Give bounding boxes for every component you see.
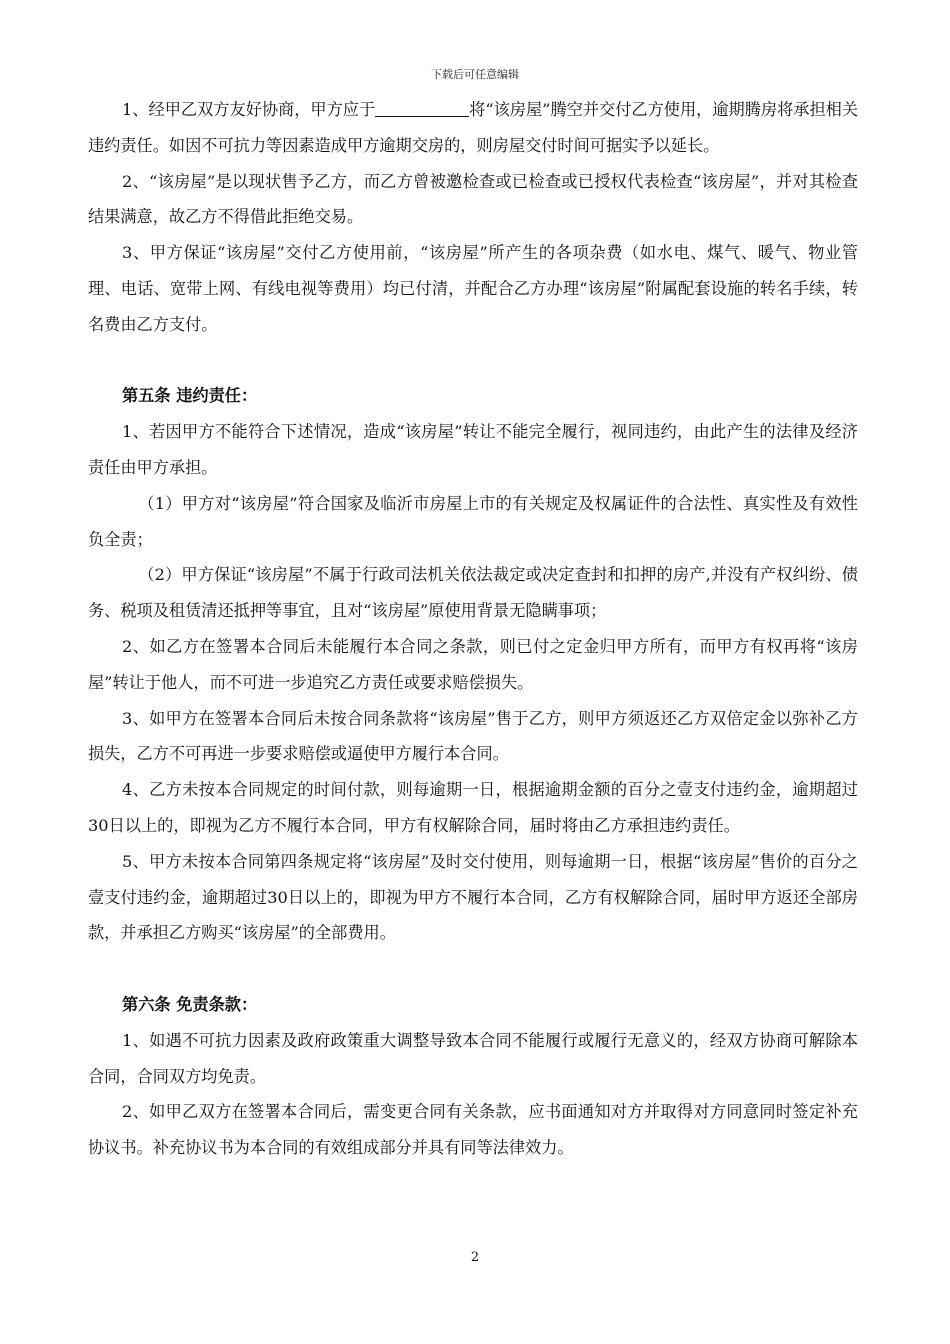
section-5-heading: 第五条 违约责任： <box>122 386 258 406</box>
section-spacer <box>88 343 858 379</box>
clause-4-item-1-text-b: 将“该房屋”腾空并交付乙方使用，逾期腾房将承担相关违约责任。如因不可抗力等因素造成甲方逾期交房的，则房屋交付时间可据实予以延长。 <box>88 100 859 155</box>
section-6-item-1: 1、如遇不可抗力因素及政府政策重大调整导致本合同不能履行或履行无意义的，经双方协商可解除本合同，合同双方均免责。 <box>88 1030 858 1086</box>
section-5-item-3: 3、如甲方在签署本合同后未按合同条款将“该房屋”售于乙方，则甲方须返还乙方双倍定金以弥补乙方损失，乙方不可再进一步要求赔偿或逼使甲方履行本合同。 <box>88 708 858 764</box>
section-6-item-2: 2、如甲乙双方在签署本合同后，需变更合同有关条款，应书面通知对方并取得对方同意同时签定补充协议书。补充协议书为本合同的有效组成部分并具有同等法律效力。 <box>88 1102 858 1158</box>
section-spacer <box>88 951 858 987</box>
clause-4-item-1-text-a: 1、经甲乙双方友好协商，甲方应于 <box>122 100 376 119</box>
page-header-note: 下载后可任意编辑 <box>431 68 519 81</box>
section-5-item-1-sub-2: （2）甲方保证“该房屋”不属于行政司法机关依法裁定或决定查封和扣押的房产,并没有产权纠纷、债务、税项及租赁清还抵押等事宜，且对“该房屋”原使用背景无隐瞒事项； <box>88 565 858 621</box>
section-5-item-5: 5、甲方未按本合同第四条规定将“该房屋”及时交付使用，则每逾期一日，根据“该房屋”售价的百分之壹支付违约金，逾期超过30日以上的，即视为甲方不履行本合同，乙方有权解除合同，届时甲方返还全部房款，并承担乙方购买“该房屋”的全部费用。 <box>88 851 858 943</box>
section-5-item-2: 2、如乙方在签署本合同后未能履行本合同之条款，则已付之定金归甲方所有，而甲方有权再将“该房屋”转让于他人，而不可进一步追究乙方责任或要求赔偿损失。 <box>88 636 858 692</box>
clause-4-item-3: 3、甲方保证“该房屋”交付乙方使用前，“该房屋”所产生的各项杂费（如水电、煤气、暖气、物业管理、电话、宽带上网、有线电视等费用）均已付清，并配合乙方办理“该房屋”附属配套设施的转名手续，转名费由乙方支付。 <box>88 243 858 334</box>
section-6-heading: 第六条 免责条款： <box>122 994 258 1014</box>
section-5-item-1-sub-1: （1）甲方对“该房屋”符合国家及临沂市房屋上市的有关规定及权属证件的合法性、真实性及有效性负全责； <box>88 493 858 549</box>
page-number: 2 <box>470 1250 480 1265</box>
document-body <box>88 92 858 1166</box>
date-blank-line <box>375 98 469 117</box>
clause-4-item-1 <box>88 92 858 164</box>
section-5-item-4: 4、乙方未按本合同规定的时间付款，则每逾期一日，根据逾期金额的百分之壹支付违约金，逾期超过30日以上的，即视为乙方不履行本合同，甲方有权解除合同，届时将由乙方承担违约责任。 <box>88 780 858 835</box>
section-5-item-1: 1、若因甲方不能符合下述情况，造成“该房屋”转让不能完全履行，视同违约，由此产生的法律及经济责任由甲方承担。 <box>88 422 858 477</box>
clause-4-item-2: 2、“该房屋”是以现状售予乙方，而乙方曾被邀检查或已检查或已授权代表检查“该房屋”，并对其检查结果满意，故乙方不得借此拒绝交易。 <box>88 171 858 227</box>
